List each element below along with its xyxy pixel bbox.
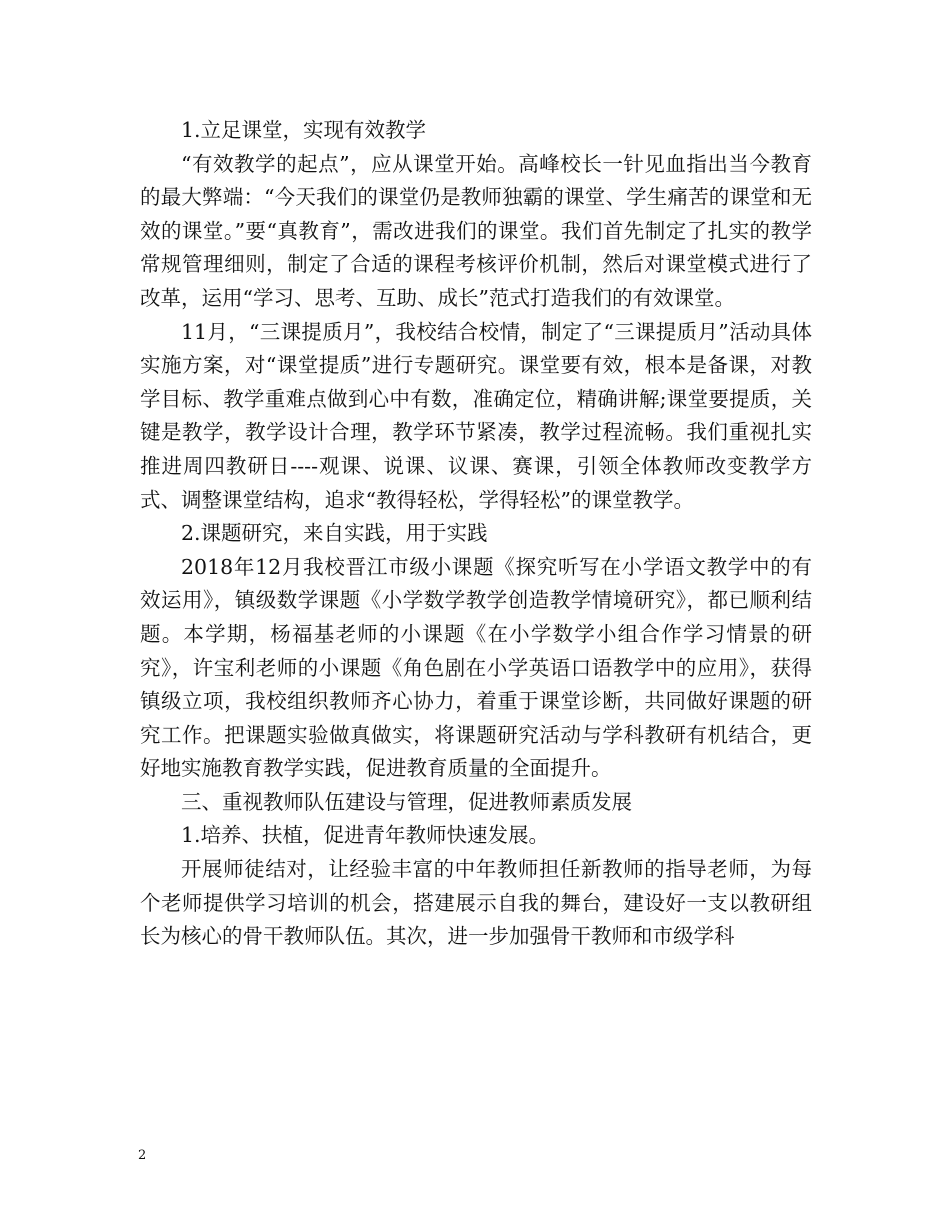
section-heading-young-teachers: 1.培养、扶植，促进青年教师快速发展。	[181, 823, 550, 848]
section-heading-effective-teaching: 1.立足课堂，实现有效教学	[181, 118, 427, 142]
document-body	[140, 114, 812, 954]
page-number: 2	[138, 1148, 147, 1163]
section-heading-teacher-team: 三、重视教师队伍建设与管理，促进教师素质发展	[181, 789, 632, 814]
paragraph-three-courses-month: 11月，“三课提质月”，我校结合校情，制定了“三课提质月”活动具体实施方案，对“课堂提质”进行专题研究。课堂要有效，根本是备课，对教学目标、教学重难点做到心中有数，准确定位，精确讲解;课堂要提质，关键是教学，教学设计合理，教学环节紧凑，教学过程流畅。我们重视扎实推进周四教研日----观课、说课、议课、赛课，引领全体教师改变教学方式、调整课堂结构，追求“教得轻松，学得轻松”的课堂教学。	[140, 319, 812, 512]
section-heading-research-topics: 2.课题研究，来自实践，用于实践	[181, 521, 488, 546]
paragraph-mentoring: 开展师徒结对，让经验丰富的中年教师担任新教师的指导老师，为每个老师提供学习培训的机会，搭建展示自我的舞台，建设好一支以教研组长为核心的骨干教师队伍。其次，进一步加强骨干教师和市级学科	[140, 857, 812, 949]
paragraph-effective-teaching-start: “有效教学的起点”，应从课堂开始。高峰校长一针见血指出当今教育的最大弊端：“今天我们的课堂仍是教师独霸的课堂、学生痛苦的课堂和无效的课堂。”要“真教育”，需改进我们的课堂。我们首先制定了扎实的教学常规管理细则，制定了合适的课程考核评价机制，然后对课堂模式进行了改革，运用“学习、思考、互助、成长”范式打造我们的有效课堂。	[140, 151, 812, 310]
paragraph-research-topics: 2018年12月我校晋江市级小课题《探究听写在小学语文教学中的有效运用》，镇级数学课题《小学数学教学创造教学情境研究》，都已顺利结题。本学期，杨福基老师的小课题《在小学数学小组合作学习情景的研究》，许宝利老师的小课题《角色剧在小学英语口语教学中的应用》，获得镇级立项，我校组织教师齐心协力，着重于课堂诊断，共同做好课题的研究工作。把课题实验做真做实，将课题研究活动与学科教研有机结合，更好地实施教育教学实践，促进教育质量的全面提升。	[140, 554, 812, 781]
